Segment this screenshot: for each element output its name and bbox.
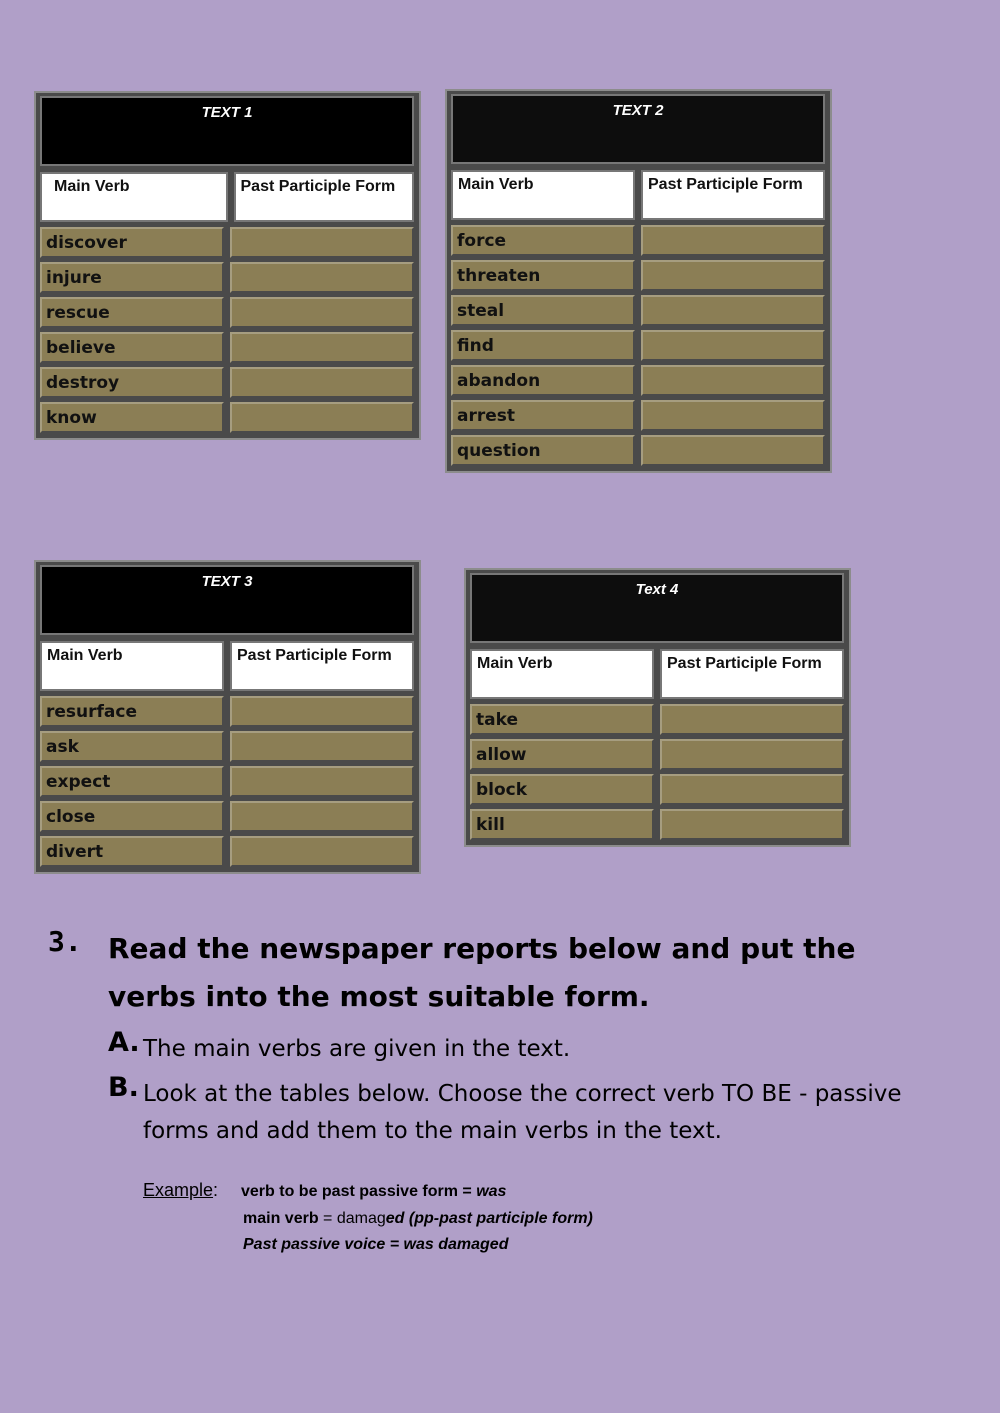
header-main-verb: Main Verb (470, 649, 654, 699)
answer-input[interactable] (641, 225, 825, 256)
sub-letter: B. (108, 1072, 139, 1103)
verb-cell: close (40, 801, 224, 832)
table-title: TEXT 2 (451, 94, 825, 164)
verb-cell: resurface (40, 696, 224, 727)
answer-input[interactable] (230, 696, 414, 727)
table-row (40, 731, 414, 762)
verb-cell: rescue (40, 297, 224, 328)
answer-input[interactable] (641, 295, 825, 326)
answer-input[interactable] (230, 227, 414, 258)
answer-input[interactable] (641, 260, 825, 291)
table-row (451, 260, 825, 291)
answer-input[interactable] (230, 367, 414, 398)
verb-cell: threaten (451, 260, 635, 291)
verb-table-3 (34, 560, 421, 874)
answer-input[interactable] (641, 400, 825, 431)
table-row (40, 696, 414, 727)
verb-cell: injure (40, 262, 224, 293)
answer-input[interactable] (641, 330, 825, 361)
header-main-verb: Main Verb (40, 172, 228, 222)
verb-cell: ask (40, 731, 224, 762)
answer-input[interactable] (660, 739, 844, 770)
answer-input[interactable] (641, 435, 825, 466)
answer-input[interactable] (230, 297, 414, 328)
verb-cell: steal (451, 295, 635, 326)
answer-input[interactable] (230, 262, 414, 293)
verb-cell: question (451, 435, 635, 466)
header-main-verb: Main Verb (40, 641, 224, 691)
table-row (451, 225, 825, 256)
verb-cell: arrest (451, 400, 635, 431)
answer-input[interactable] (230, 801, 414, 832)
answer-input[interactable] (230, 402, 414, 433)
table-row (451, 365, 825, 396)
answer-input[interactable] (660, 704, 844, 735)
verb-cell: force (451, 225, 635, 256)
verb-cell: expect (40, 766, 224, 797)
answer-input[interactable] (230, 836, 414, 867)
header-past-participle: Past Participle Form (234, 172, 415, 222)
answer-input[interactable] (660, 809, 844, 840)
table-row (451, 330, 825, 361)
answer-input[interactable] (230, 766, 414, 797)
verb-table-1 (34, 91, 421, 440)
answer-input[interactable] (230, 332, 414, 363)
verb-cell: believe (40, 332, 224, 363)
table-row (470, 739, 844, 770)
example-line-1: verb to be past passive form = was (241, 1183, 507, 1200)
table-row (40, 332, 414, 363)
table-row (470, 704, 844, 735)
table-title: TEXT 3 (40, 565, 414, 635)
table-row (40, 402, 414, 433)
answer-input[interactable] (230, 731, 414, 762)
header-past-participle: Past Participle Form (230, 641, 414, 691)
table-row (451, 435, 825, 466)
verb-cell: divert (40, 836, 224, 867)
sub-text: Look at the tables below. Choose the correct verb TO BE - passive forms and add them to the main verbs in the text. (143, 1081, 902, 1144)
table-row (40, 766, 414, 797)
table-title: Text 4 (470, 573, 844, 643)
table-row (40, 836, 414, 867)
verb-table-2 (445, 89, 832, 473)
table-row (451, 295, 825, 326)
answer-input[interactable] (641, 365, 825, 396)
header-past-participle: Past Participle Form (641, 170, 825, 220)
table-row (40, 297, 414, 328)
header-past-participle: Past Participle Form (660, 649, 844, 699)
sub-text: The main verbs are given in the text. (143, 1036, 571, 1062)
example-label: Example: (143, 1180, 219, 1200)
table-row (470, 809, 844, 840)
verb-cell: kill (470, 809, 654, 840)
answer-input[interactable] (660, 774, 844, 805)
table-row (40, 801, 414, 832)
example-line-2: main verb = damaged (pp-past participle form) (243, 1210, 593, 1227)
table-row (40, 367, 414, 398)
table-row (470, 774, 844, 805)
sub-letter: A. (108, 1027, 140, 1058)
question-heading: Read the newspaper reports below and put the verbs into the most suitable form. (108, 932, 856, 1013)
example-line-3: Past passive voice = was damaged (243, 1236, 509, 1253)
verb-cell: discover (40, 227, 224, 258)
header-main-verb: Main Verb (451, 170, 635, 220)
sub-instruction-a (108, 1027, 571, 1062)
verb-cell: know (40, 402, 224, 433)
verb-table-4 (464, 568, 851, 847)
table-row (40, 262, 414, 293)
verb-cell: abandon (451, 365, 635, 396)
verb-cell: block (470, 774, 654, 805)
question-number: 3. (48, 925, 82, 958)
table-row (40, 227, 414, 258)
verb-cell: take (470, 704, 654, 735)
table-row (451, 400, 825, 431)
verb-cell: find (451, 330, 635, 361)
sub-instruction-b (108, 1072, 902, 1144)
table-title: TEXT 1 (40, 96, 414, 166)
verb-cell: destroy (40, 367, 224, 398)
verb-cell: allow (470, 739, 654, 770)
